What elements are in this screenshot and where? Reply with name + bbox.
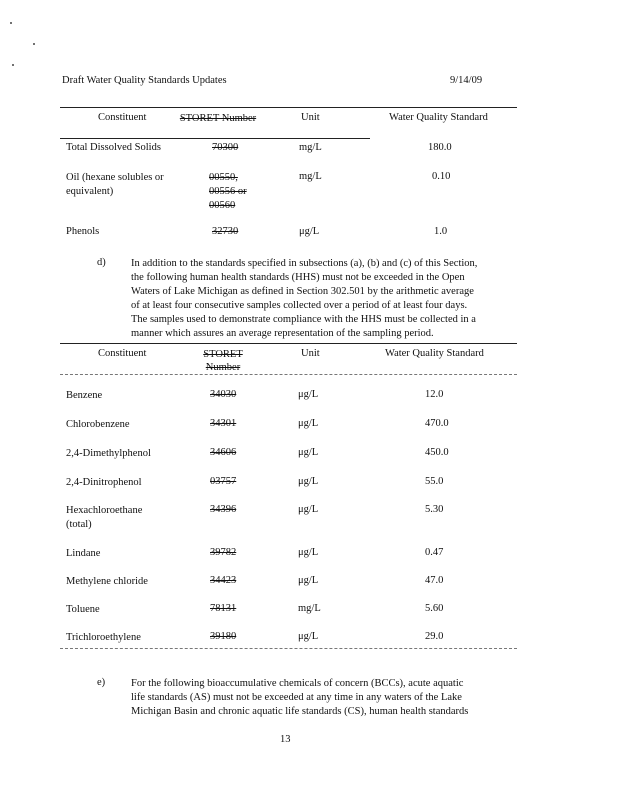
table2-bottom-rule bbox=[60, 648, 517, 649]
table2-row-standard: 29.0 bbox=[425, 631, 444, 642]
table2-row-storet: 34301 bbox=[210, 418, 237, 429]
table1-row2-unit: mg/L bbox=[299, 171, 322, 182]
table2-header-standard: Water Quality Standard bbox=[385, 348, 484, 359]
table2-row-unit: μg/L bbox=[298, 547, 319, 558]
table1-row3-unit: μg/L bbox=[299, 226, 320, 237]
section-d-line: In addition to the standards specified in subsections (a), (b) and (c) of this Section, bbox=[131, 258, 478, 269]
table1-top-rule bbox=[60, 107, 517, 108]
table2-row-storet: 03757 bbox=[210, 476, 237, 487]
table2-row-constituent-line: Trichloroethylene bbox=[66, 632, 141, 643]
table1-row2-standard: 0.10 bbox=[432, 171, 451, 182]
table1-row3-constituent: Phenols bbox=[66, 226, 100, 237]
table1-row2-constituent-line: Oil (hexane solubles or bbox=[66, 172, 164, 183]
section-d-line: The samples used to demonstrate compliance with the HHS must be collected in a bbox=[131, 314, 476, 325]
table2-row-unit: mg/L bbox=[298, 603, 321, 614]
section-d-label: d) bbox=[97, 257, 106, 268]
table1-row1-unit: mg/L bbox=[299, 142, 322, 153]
table1-header-rule bbox=[60, 138, 370, 139]
table1-row2-constituent-line: equivalent) bbox=[66, 186, 114, 197]
table2-row-standard: 5.60 bbox=[425, 603, 444, 614]
table2-row-unit: μg/L bbox=[298, 476, 319, 487]
table2-row-constituent-line: (total) bbox=[66, 519, 92, 530]
table2-row-storet: 34423 bbox=[210, 575, 237, 586]
table2-row-storet: 39782 bbox=[210, 547, 237, 558]
table2-row-unit: μg/L bbox=[298, 418, 319, 429]
table1-header-constituent: Constituent bbox=[98, 112, 147, 123]
table2-row-constituent bbox=[66, 547, 100, 561]
table1-row2-storet-line: 00556 or bbox=[209, 186, 247, 197]
table2-row-constituent-line: Methylene chloride bbox=[66, 576, 148, 587]
table2-header-storet-word: STORET Number bbox=[203, 349, 243, 373]
table2-row-constituent-line: 2,4-Dinitrophenol bbox=[66, 477, 142, 488]
table1-row2-constituent bbox=[66, 171, 164, 199]
table2-row-unit: μg/L bbox=[298, 575, 319, 586]
table1-header-unit: Unit bbox=[301, 112, 320, 123]
table2-row-storet: 34030 bbox=[210, 389, 237, 400]
table1-row3-storet: 32730 bbox=[212, 226, 239, 237]
table2-row-unit: μg/L bbox=[298, 389, 319, 400]
table2-row-standard: 47.0 bbox=[425, 575, 444, 586]
table2-row-storet: 39180 bbox=[210, 631, 237, 642]
table2-row-constituent bbox=[66, 447, 151, 461]
table1-row1-constituent: Total Dissolved Solids bbox=[66, 142, 161, 153]
section-e-line: For the following bioaccumulative chemicals of concern (BCCs), acute aquatic bbox=[131, 678, 464, 689]
table2-row-constituent bbox=[66, 476, 142, 490]
section-d-line: Waters of Lake Michigan as defined in Section 302.501 by the arithmetic average bbox=[131, 286, 474, 297]
scan-speck bbox=[10, 22, 12, 24]
section-d-line: of at least four consecutive samples collected over a period of at least four days. bbox=[131, 300, 468, 311]
table2-header-unit: Unit bbox=[301, 348, 320, 359]
table1-row2-storet-line: 00550, bbox=[209, 172, 238, 183]
table2-top-rule bbox=[60, 343, 517, 344]
table2-row-storet: 78131 bbox=[210, 603, 237, 614]
table2-row-constituent bbox=[66, 418, 130, 432]
table2-row-standard: 0.47 bbox=[425, 547, 444, 558]
table2-row-storet: 34396 bbox=[210, 504, 237, 515]
section-e-line: life standards (AS) must not be exceeded at any time in any waters of the Lake bbox=[131, 692, 462, 703]
table2-row-constituent bbox=[66, 603, 100, 617]
table2-row-constituent bbox=[66, 504, 142, 532]
table2-row-standard: 5.30 bbox=[425, 504, 444, 515]
document-title: Draft Water Quality Standards Updates bbox=[62, 75, 227, 86]
document-date: 9/14/09 bbox=[450, 75, 483, 86]
table2-row-constituent bbox=[66, 389, 102, 403]
table2-row-constituent-line: Toluene bbox=[66, 604, 100, 615]
table2-row-unit: μg/L bbox=[298, 447, 319, 458]
table1-header-storet bbox=[178, 112, 258, 125]
table1-row2-storet-line: 00560 bbox=[209, 200, 236, 211]
table2-row-constituent-line: 2,4-Dimethylphenol bbox=[66, 448, 151, 459]
table2-row-constituent-line: Hexachloroethane bbox=[66, 505, 143, 516]
table2-row-constituent-line: Lindane bbox=[66, 548, 101, 559]
table1-row1-standard: 180.0 bbox=[428, 142, 452, 153]
table2-row-constituent bbox=[66, 631, 141, 645]
table2-row-standard: 12.0 bbox=[425, 389, 444, 400]
section-e-paragraph bbox=[131, 677, 531, 719]
table2-header-storet bbox=[188, 348, 258, 374]
table1-row1-storet: 70300 bbox=[212, 142, 239, 153]
table2-row-standard: 450.0 bbox=[425, 447, 449, 458]
section-d-paragraph bbox=[131, 257, 531, 341]
table2-row-constituent-line: Benzene bbox=[66, 390, 103, 401]
table2-row-standard: 55.0 bbox=[425, 476, 444, 487]
section-e-line: Michigan Basin and chronic aquatic life standards (CS), human health standards bbox=[131, 706, 469, 717]
table1-row2-storet bbox=[209, 171, 247, 213]
table1-header-storet-word: STORET Number bbox=[179, 113, 257, 124]
table1-row3-standard: 1.0 bbox=[434, 226, 448, 237]
table2-row-unit: μg/L bbox=[298, 631, 319, 642]
table2-header-constituent: Constituent bbox=[98, 348, 147, 359]
table2-row-constituent bbox=[66, 575, 148, 589]
table2-header-rule bbox=[60, 374, 517, 375]
scan-speck bbox=[33, 43, 35, 45]
page-number: 13 bbox=[280, 734, 291, 745]
table2-row-standard: 470.0 bbox=[425, 418, 449, 429]
table1-header-standard: Water Quality Standard bbox=[389, 112, 488, 123]
table2-row-unit: μg/L bbox=[298, 504, 319, 515]
section-d-line: the following human health standards (HHS) must not be exceeded in the Open bbox=[131, 272, 465, 283]
table2-row-storet: 34606 bbox=[210, 447, 237, 458]
section-d-line: manner which assures an average representation of the sampling period. bbox=[131, 328, 434, 339]
section-e-label: e) bbox=[97, 677, 106, 688]
scan-speck bbox=[12, 64, 14, 66]
table2-row-constituent-line: Chlorobenzene bbox=[66, 419, 130, 430]
